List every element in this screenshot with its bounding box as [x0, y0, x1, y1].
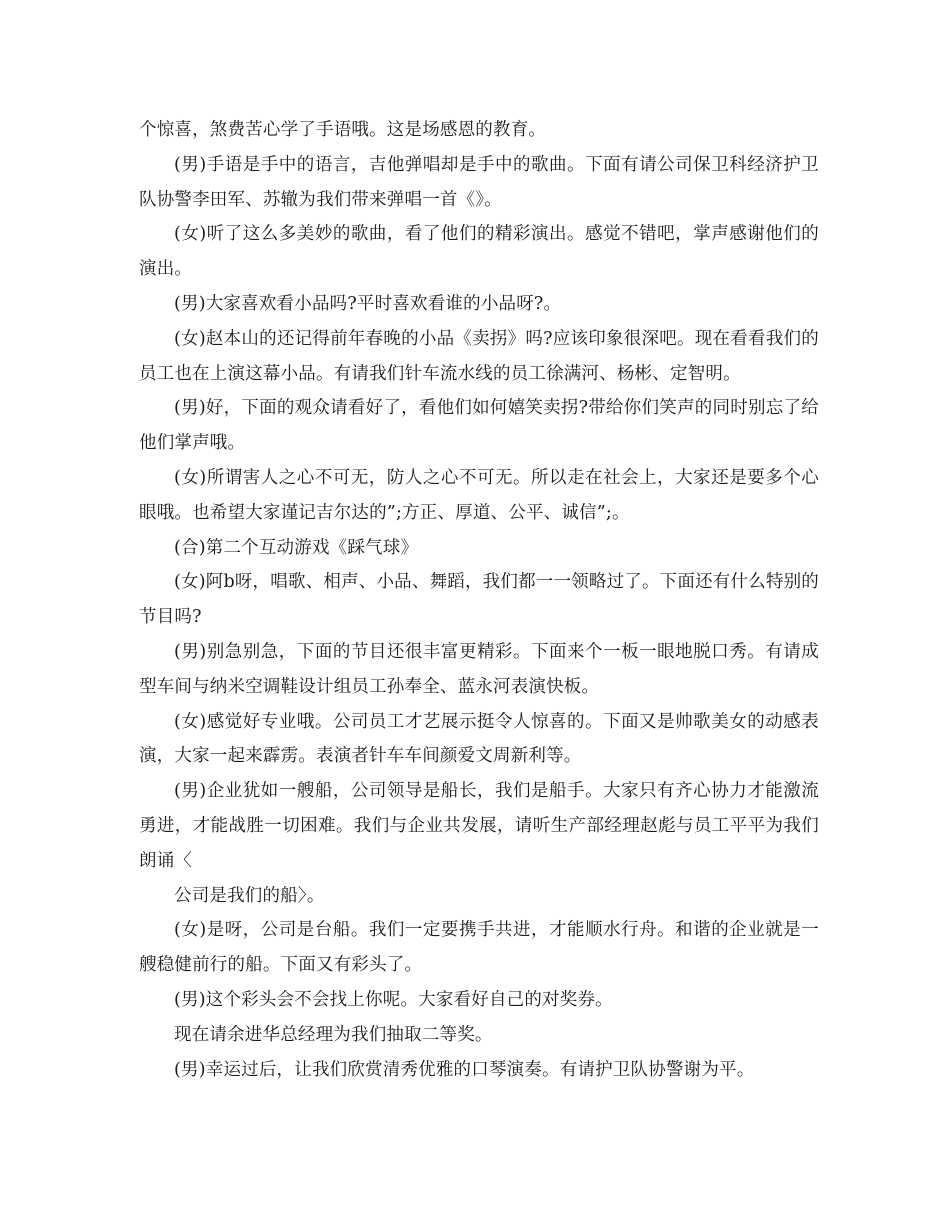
- paragraph: 现在请余进华总经理为我们抽取二等奖。: [174, 1024, 493, 1045]
- paragraph: (女)所谓害人之心不可无，防人之心不可无。所以走在社会上，大家还是要多个心眼哦。也希望大家谨记吉尔达的”;方正、厚道、公平、诚信”;。: [139, 467, 819, 523]
- paragraph: (男)大家喜欢看小品吗?平时喜欢看谁的小品呀?。: [174, 293, 562, 314]
- paragraph: (男)好，下面的观众请看好了，看他们如何嬉笑卖拐?带给你们笑声的同时别忘了给他们掌声哦。: [139, 398, 819, 454]
- paragraph: (合)第二个互动游戏《踩气球》: [174, 537, 419, 558]
- paragraph: (女)阿b呀，唱歌、相声、小品、舞蹈，我们都一一领略过了。下面还有什么特别的节目吗?: [139, 572, 819, 628]
- paragraph: (男)别急别急，下面的节目还很丰富更精彩。下面来个一板一眼地脱口秀。有请成型车间与纳米空调鞋设计组员工孙奉全、蓝永河表演快板。: [139, 641, 819, 697]
- paragraph: (男)企业犹如一艘船，公司领导是船长，我们是船手。大家只有齐心协力才能激流勇进，才能战胜一切困难。我们与企业共发展，请听生产部经理赵彪与员工平平为我们朗诵〈: [139, 781, 819, 871]
- paragraph: 个惊喜，煞费苦心学了手语哦。这是场感恩的教育。: [139, 120, 547, 140]
- document-body: [139, 113, 819, 1087]
- paragraph: (男)手语是手中的语言，吉他弹唱却是手中的歌曲。下面有请公司保卫科经济护卫队协警李田军、苏辙为我们带来弹唱一首《》。: [139, 154, 819, 210]
- paragraph: (女)听了这么多美妙的歌曲，看了他们的精彩演出。感觉不错吧，掌声感谢他们的演出。: [139, 224, 819, 280]
- paragraph: (女)赵本山的还记得前年春晚的小品《卖拐》吗?应该印象很深吧。现在看看我们的员工也在上演这幕小品。有请我们针车流水线的员工徐满河、杨彬、定智明。: [139, 328, 819, 384]
- paragraph: (女)是呀，公司是台船。我们一定要携手共进，才能顺水行舟。和谐的企业就是一艘稳健前行的船。下面又有彩头了。: [139, 920, 819, 976]
- paragraph: 公司是我们的船〉。: [174, 885, 325, 906]
- paragraph: (男)这个彩头会不会找上你呢。大家看好自己的对奖券。: [174, 989, 613, 1010]
- paragraph: (男)幸运过后，让我们欣赏清秀优雅的口琴演奏。有请护卫队协警谢为平。: [174, 1059, 755, 1080]
- paragraph: (女)感觉好专业哦。公司员工才艺展示挺令人惊喜的。下面又是帅歌美女的动感表演，大家一起来霹雳。表演者针车车间颜爱文周新利等。: [139, 711, 819, 767]
